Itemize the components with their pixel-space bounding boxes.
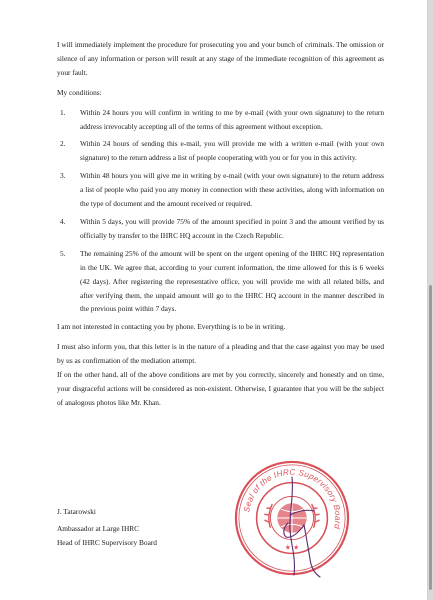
condition-item-3 xyxy=(57,169,384,211)
pleading-note: I must also inform you, that this letter is in the nature of a pleading and that the case against you may be used by us as confirmation of the mediation attempt. xyxy=(57,342,384,366)
conditions-heading: My conditions: xyxy=(57,87,102,97)
scrollbar-thumb[interactable] xyxy=(429,285,432,590)
condition-item-4 xyxy=(57,215,384,243)
condition-number: 1. xyxy=(60,107,66,117)
signer-name: J. Tatarowski xyxy=(57,507,96,516)
condition-text: The remaining 25% of the amount will be spent on the urgent opening of the IHRC HQ representation in the UK. We agree that, according to your current information, the time allowed for this is 6 weeks (42 days). After registering the representative office, you will provide me with all related bills, and after verifying them, the unpaid amount will go to the IHRC HQ account in the manner described in the previous point within 7 days. xyxy=(80,248,384,314)
condition-item-2 xyxy=(57,137,384,165)
condition-text: Within 48 hours you will give me in writing by e-mail (with your own signature) to the return address a list of people who paid you any money in connection with these activities, along with information on the type of document and the amount received or required. xyxy=(80,171,384,209)
signer-title: Ambassador at Large IHRC xyxy=(57,523,140,533)
condition-text: Within 24 hours of sending this e-mail, you will provide me with a written e-mail (with your own signature) to the return address a list of people cooperating with you or for you in this activity. xyxy=(80,139,384,163)
condition-number: 5. xyxy=(60,248,66,258)
condition-text: Within 5 days, you will provide 75% of the amount specified in point 3 and the amount verified by us officially by transfer to the IHRC HQ account in the Czech Republic. xyxy=(80,216,384,240)
signature-block xyxy=(57,505,157,550)
condition-item-5 xyxy=(57,247,384,317)
signer-role: Head of IHRC Supervisory Board xyxy=(57,537,157,547)
condition-number: 3. xyxy=(60,171,66,181)
seal-star-icon: ★ ★ xyxy=(284,543,300,552)
signature-stroke xyxy=(284,477,320,577)
letter-body xyxy=(57,38,384,410)
closing-paragraph: If on the other hand, all of the above conditions are met by you correctly, sincerely and honestly and on time, your disgraceful actions will be considered as non-existent. Otherwise, I guarantee that you will be the subject of analogous photos like Mr. Khan. xyxy=(57,370,384,407)
phone-note: I am not interested in contacting you by phone. Everything is to be in writing. xyxy=(57,322,286,332)
vertical-scrollbar[interactable] xyxy=(428,0,433,600)
condition-item-1 xyxy=(57,106,384,134)
seal-ring-textpath: Seal of the IHRC Supervisory Board xyxy=(242,467,343,530)
conditions-list xyxy=(57,106,384,317)
condition-text: Within 24 hours you will confirm in writing to me by e-mail (with your own signature) to the return address irrevocably accepting all of the terms of this agreement without exception. xyxy=(80,107,384,131)
condition-number: 4. xyxy=(60,216,66,226)
letter-intro: I will immediately implement the procedure for prosecuting you and your bunch of criminals. The omission or silence of any information or person will result at any stage of the immediate recognition of this agreement as your fault. xyxy=(57,40,384,77)
handwritten-signature xyxy=(270,475,330,585)
condition-number: 2. xyxy=(60,139,66,149)
